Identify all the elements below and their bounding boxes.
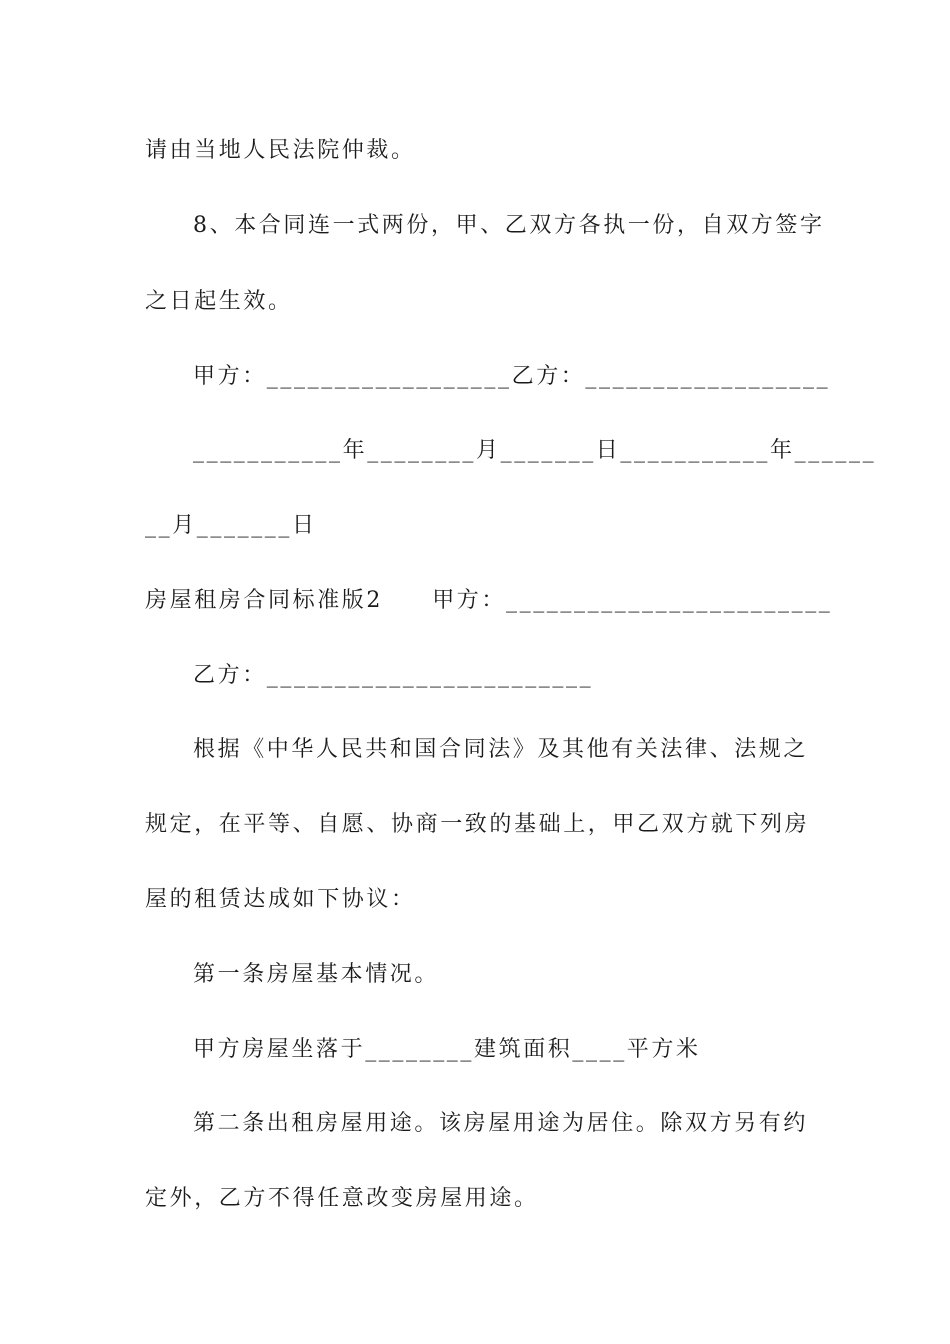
paragraph-line: 8、本合同连一式两份，甲、乙双方各执一份，自双方签字 bbox=[193, 213, 825, 238]
paragraph-line: 屋的租赁达成如下协议： bbox=[145, 887, 416, 912]
signature-line-parties: 甲方：__________________乙方：__________________ bbox=[193, 364, 831, 389]
article-heading: 第二条出租房屋用途。该房屋用途为居住。除双方另有约 bbox=[193, 1111, 809, 1136]
paragraph-line: 甲方房屋坐落于________建筑面积____平方米 bbox=[193, 1037, 701, 1062]
paragraph-line: 定外，乙方不得任意改变房屋用途。 bbox=[145, 1186, 539, 1211]
section-title-line: 房屋租房合同标准版2 甲方：________________________ bbox=[145, 588, 833, 613]
signature-line-dates-cont: __月_______日 bbox=[145, 513, 317, 538]
paragraph-line: 之日起生效。 bbox=[145, 289, 293, 314]
paragraph-line: 根据《中华人民共和国合同法》及其他有关法律、法规之 bbox=[193, 737, 809, 762]
article-heading: 第一条房屋基本情况。 bbox=[193, 962, 440, 987]
paragraph-line: 请由当地人民法院仲裁。 bbox=[145, 138, 416, 163]
party-b-line: 乙方：________________________ bbox=[193, 663, 594, 688]
signature-line-dates: ___________年________月_______日___________年______ bbox=[193, 438, 877, 463]
paragraph-line: 规定，在平等、自愿、协商一致的基础上，甲乙双方就下列房 bbox=[145, 812, 810, 837]
